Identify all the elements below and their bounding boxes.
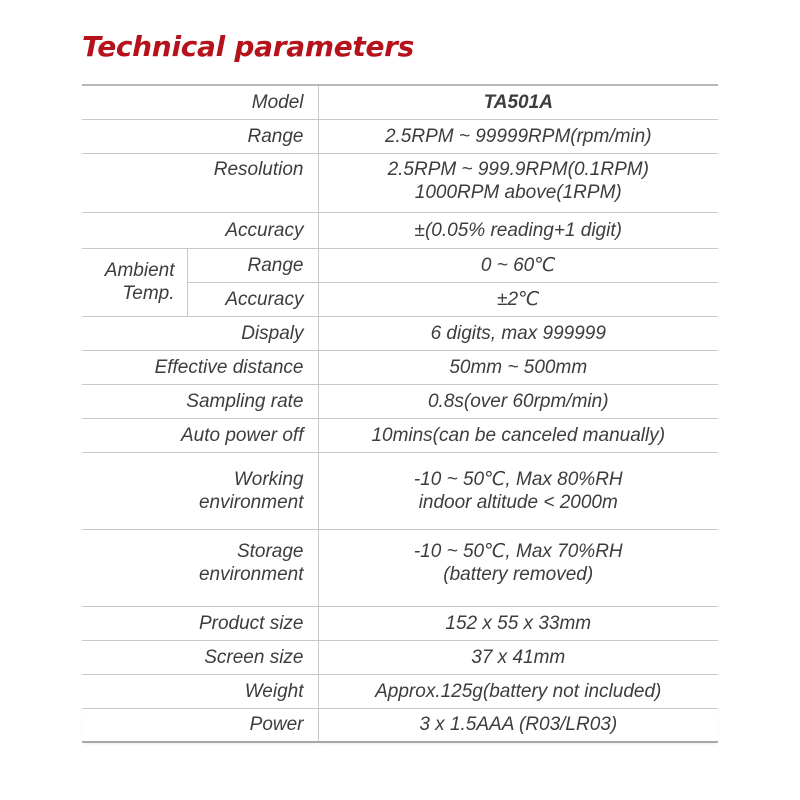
table-row-auto-power-off: [82, 418, 718, 452]
row-value: 10mins(can be canceled manually): [318, 418, 718, 452]
value-line: (battery removed): [443, 563, 594, 585]
table-row-product-size: [82, 606, 718, 640]
spec-table: [82, 84, 718, 743]
row-label: Range: [187, 248, 318, 282]
row-label: [82, 529, 318, 606]
table-row-working-environment: [82, 452, 718, 529]
row-value: 6 digits, max 999999: [318, 316, 718, 350]
row-value: ±2℃: [318, 282, 718, 316]
table-row-screen-size: [82, 640, 718, 674]
row-value: [318, 529, 718, 606]
label-line: Working: [233, 468, 304, 490]
row-label: Dispaly: [82, 316, 318, 350]
row-label: Weight: [82, 674, 318, 708]
table-row-range: [82, 119, 718, 153]
table-row-resolution: [82, 153, 718, 212]
value-line: -10 ~ 50℃, Max 80%RH: [413, 468, 623, 490]
row-value: 37 x 41mm: [318, 640, 718, 674]
row-value: 50mm ~ 500mm: [318, 350, 718, 384]
row-label: Accuracy: [187, 282, 318, 316]
table-row-ambient-range: [82, 248, 718, 282]
row-value: [318, 153, 718, 212]
row-value: 3 x 1.5AAA (R03/LR03): [318, 708, 718, 742]
row-label: Screen size: [82, 640, 318, 674]
row-value: 152 x 55 x 33mm: [318, 606, 718, 640]
value-line: 2.5RPM ~ 999.9RPM(0.1RPM): [387, 158, 649, 180]
row-value: ±(0.05% reading+1 digit): [318, 212, 718, 248]
label-line: environment: [198, 563, 304, 585]
table-row-sampling-rate: [82, 384, 718, 418]
row-label: Resolution: [82, 153, 318, 212]
value-line: 1000RPM above(1RPM): [414, 181, 622, 203]
value-line: -10 ~ 50℃, Max 70%RH: [413, 540, 623, 562]
table-row-effective-distance: [82, 350, 718, 384]
value-line: indoor altitude < 2000m: [418, 491, 618, 513]
table-row-storage-environment: [82, 529, 718, 606]
row-value: Approx.125g(battery not included): [318, 674, 718, 708]
row-value: 0.8s(over 60rpm/min): [318, 384, 718, 418]
table-row-accuracy: [82, 212, 718, 248]
row-label: Range: [82, 119, 318, 153]
group-label-line: Ambient: [104, 260, 175, 281]
row-value: [318, 452, 718, 529]
row-value: TA501A: [318, 85, 718, 119]
row-label: Effective distance: [82, 350, 318, 384]
row-label: Model: [82, 85, 318, 119]
group-label-line: Temp.: [122, 283, 175, 304]
table-row-display: [82, 316, 718, 350]
row-label: Power: [82, 708, 318, 742]
table-row-model: [82, 85, 718, 119]
row-label: Sampling rate: [82, 384, 318, 418]
row-value: 0 ~ 60℃: [318, 248, 718, 282]
row-label: Product size: [82, 606, 318, 640]
row-label: Auto power off: [82, 418, 318, 452]
row-value: 2.5RPM ~ 99999RPM(rpm/min): [318, 119, 718, 153]
row-label: [82, 452, 318, 529]
group-label-ambient-temp: [82, 248, 187, 316]
table-row-power: [82, 708, 718, 742]
label-line: environment: [198, 491, 304, 513]
table-row-weight: [82, 674, 718, 708]
page-title: Technical parameters: [82, 30, 415, 63]
row-label: Accuracy: [82, 212, 318, 248]
label-line: Storage: [236, 540, 304, 562]
